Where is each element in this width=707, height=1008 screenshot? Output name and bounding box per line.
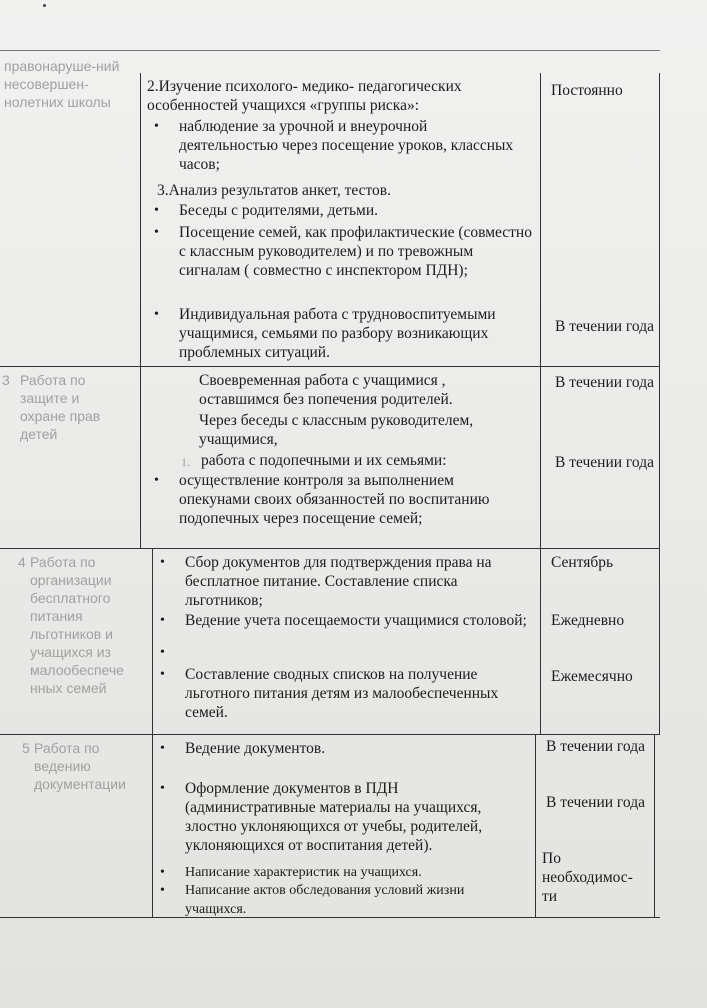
speck-mark [43, 4, 46, 7]
activity-item: 3.Анализ результатов анкет, тестов. [157, 182, 391, 199]
section-title: Работа по организации бесплатного питания льготников и учащихся из малообеспече нных семей [30, 554, 124, 696]
activity-item: 2.Изучение психолого- медико- педагогических особенностей учащихся «группы риска»: [147, 78, 462, 114]
activity-bullet-item: • Индивидуальная работа с трудновоспитуемыми учащимися, семьями по разбору возникающих проблемных ситуаций. [179, 305, 534, 362]
section-cell [0, 549, 130, 735]
section-title: правонаруше-ний несовершен-нолетних школы [4, 58, 120, 110]
term-cell [540, 549, 660, 735]
section-cell [0, 51, 130, 367]
section-title: Работа по ведению документации [34, 740, 126, 792]
term-text: В течении года [555, 374, 654, 391]
table-row [0, 50, 660, 367]
term-text: В течении года [546, 794, 645, 811]
activity-cell [140, 73, 536, 367]
section-title: Работа по защите и охране прав детей [20, 372, 101, 442]
activity-bullet-item: • Ведение документов. [185, 739, 525, 758]
term-text: Ежемесячно [551, 668, 633, 685]
activity-item: работа с подопечными и их семьями: [201, 452, 447, 469]
activity-bullet-item: • Написание характеристик на учащихся. [185, 863, 525, 882]
table-row [0, 548, 660, 735]
section-number: 4 [18, 554, 26, 570]
activity-bullet-item: • Посещение семей, как профилактические (совместно с классным руководителем) и по тревожным сигналам ( совместно с инспектором ПДН); [179, 223, 534, 280]
activity-bullet-item: • наблюдение за урочной и внеурочной деятельностью через посещение уроков, классных часов; [179, 117, 529, 174]
term-text: Постоянно [551, 82, 623, 99]
section-number: 5 [22, 740, 30, 756]
term-text: По необходимос-ти [542, 850, 633, 905]
term-text: В течении года [555, 318, 654, 335]
section-cell [0, 735, 130, 917]
section-cell [0, 367, 130, 549]
term-cell [535, 735, 655, 917]
activity-bullet-item: • Сбор документов для подтверждения права на бесплатное питание. Составление списка льготников; [185, 553, 530, 610]
table-row [0, 734, 660, 918]
activity-bullet-item: • Написание актов обследования условий жизни учащихся. [185, 881, 525, 919]
activity-bullet-item: • Беседы с родителями, детьми. [179, 201, 529, 220]
term-text: В течении года [546, 738, 645, 755]
section-number: 3 [2, 372, 10, 388]
term-text: Ежедневно [551, 612, 625, 629]
activity-bullet-item: • Ведение учета посещаемости учащимися столовой; [185, 611, 530, 630]
term-text: Сентябрь [551, 554, 614, 571]
term-cell [540, 73, 660, 367]
activity-cell [140, 367, 536, 549]
activity-bullet-item: • Оформление документов в ПДН (административные материалы на учащихся, злостно уклоняющихся от учебы, родителей, уклоняющихся от воспитания детей). [185, 779, 525, 855]
activity-bullet-item: • осуществление контроля за выполнением опекунами своих обязанностей по воспитанию подопечных через посещение семей; [179, 471, 529, 528]
term-cell [540, 367, 660, 549]
table-row [0, 366, 660, 549]
list-number: 1. [181, 455, 190, 469]
activity-item: Своевременная работа с учащимися , оставшимся без попечения родителей. [199, 372, 453, 408]
activity-cell [152, 735, 535, 917]
term-text: В течении года [555, 454, 654, 471]
activity-cell [152, 549, 541, 735]
activity-bullet-item: • Составление сводных списков на получение льготного питания детям из малообеспеченных семей. [185, 665, 530, 722]
activity-item: Через беседы с классным руководителем, учащимися, [199, 412, 474, 448]
